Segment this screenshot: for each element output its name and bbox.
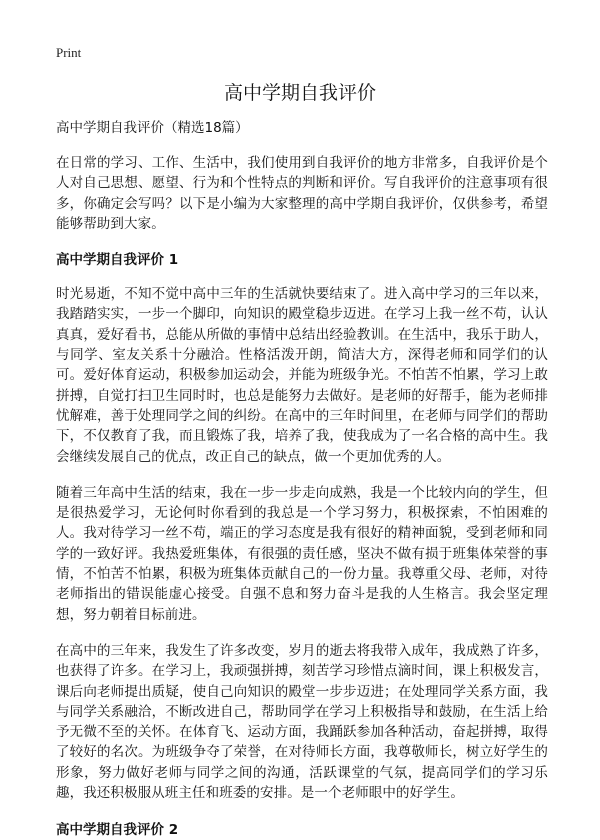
intro-paragraph: 在日常的学习、工作、生活中，我们使用到自我评价的地方非常多，自我评价是个人对自己思想、愿望、行为和个性特点的判断和评价。写自我评价的注意事项有很多，你确定会写吗？以下是小编为大家整理的高中学期自我评价，仅供参考，希望能够帮助到大家。 xyxy=(56,155,548,232)
section-heading-2: 高中学期自我评价 2 xyxy=(56,822,179,839)
section-heading-1: 高中学期自我评价 1 xyxy=(56,252,179,269)
section-1-paragraph-1: 时光易逝，不知不觉中高中三年的生活就快要结束了。进入高中学习的三年以来，我踏踏实实，一步一个脚印，向知识的殿堂稳步迈进。在学习上我一丝不苟，认认真真，爱好看书，总能从所做的事情中总结出经验教训。在生活中，我乐于助人，与同学、室友关系十分融洽。性格活泼开朗，简洁大方，深得老师和同学们的认可。爱好体育运动，积极参加运动会，并能为班级争光。不怕苦不怕累，学习上敢拼搏，自觉打扫卫生同时时，也总是能努力去做好。是老师的好帮手，能为老师排忧解难，善于处理同学之间的纠纷。在高中的三年时间里，在老师与同学们的帮助下，不仅教育了我，而且锻炼了我，培养了我，使我成为了一名合格的高中生。我会继续发展自己的优点，改正自己的缺点，做一个更加优秀的人。 xyxy=(56,286,548,465)
document-body xyxy=(56,118,548,840)
print-link[interactable]: Print xyxy=(56,45,82,60)
section-1-paragraph-2: 随着三年高中生活的结束，我在一步一步走向成熟，我是一个比较内向的学生，但是很热爱学习，无论何时你看到的我总是一个学习努力，积极探索，不怕困难的人。我对待学习一丝不苟，端正的学习态度是我有很好的精神面貌，受到老师和同学的一致好评。我热爱班集体，有很强的责任感，坚决不做有损于班集体荣誉的事情，不怕苦不怕累，积极为班集体贡献自己的一份力量。我尊重父母、老师，对待老师指出的错误能虚心接受。自强不息和努力奋斗是我的人生格言。我会坚定理想，努力朝着目标前进。 xyxy=(56,484,548,623)
section-1-paragraph-3: 在高中的三年来，我发生了许多改变，岁月的逝去将我带入成年，我成熟了许多，也获得了许多。在学习上，我顽强拼搏，刻苦学习珍惜点滴时间，课上积极发言，课后向老师提出质疑，使自己向知识的殿堂一步步迈进；在处理同学关系方面，我与同学关系融洽，不断改进自己，帮助同学在学习上积极指导和鼓励，在生活上给予无微不至的关怀。在体育飞、运动方面，我踊跃参加各种活动，奋起拼搏，取得了较好的名次。为班级争夺了荣誉，在对待师长方面，我尊敬师长，树立好学生的形象，努力做好老师与同学之间的沟通，活跃课堂的气氛，提高同学们的学习乐趣，我还积极服从班主任和班委的安排。是一个老师眼中的好学生。 xyxy=(56,642,548,802)
document-subtitle: 高中学期自我评价（精选18篇） xyxy=(56,120,249,136)
page-title: 高中学期自我评价 xyxy=(223,82,376,104)
